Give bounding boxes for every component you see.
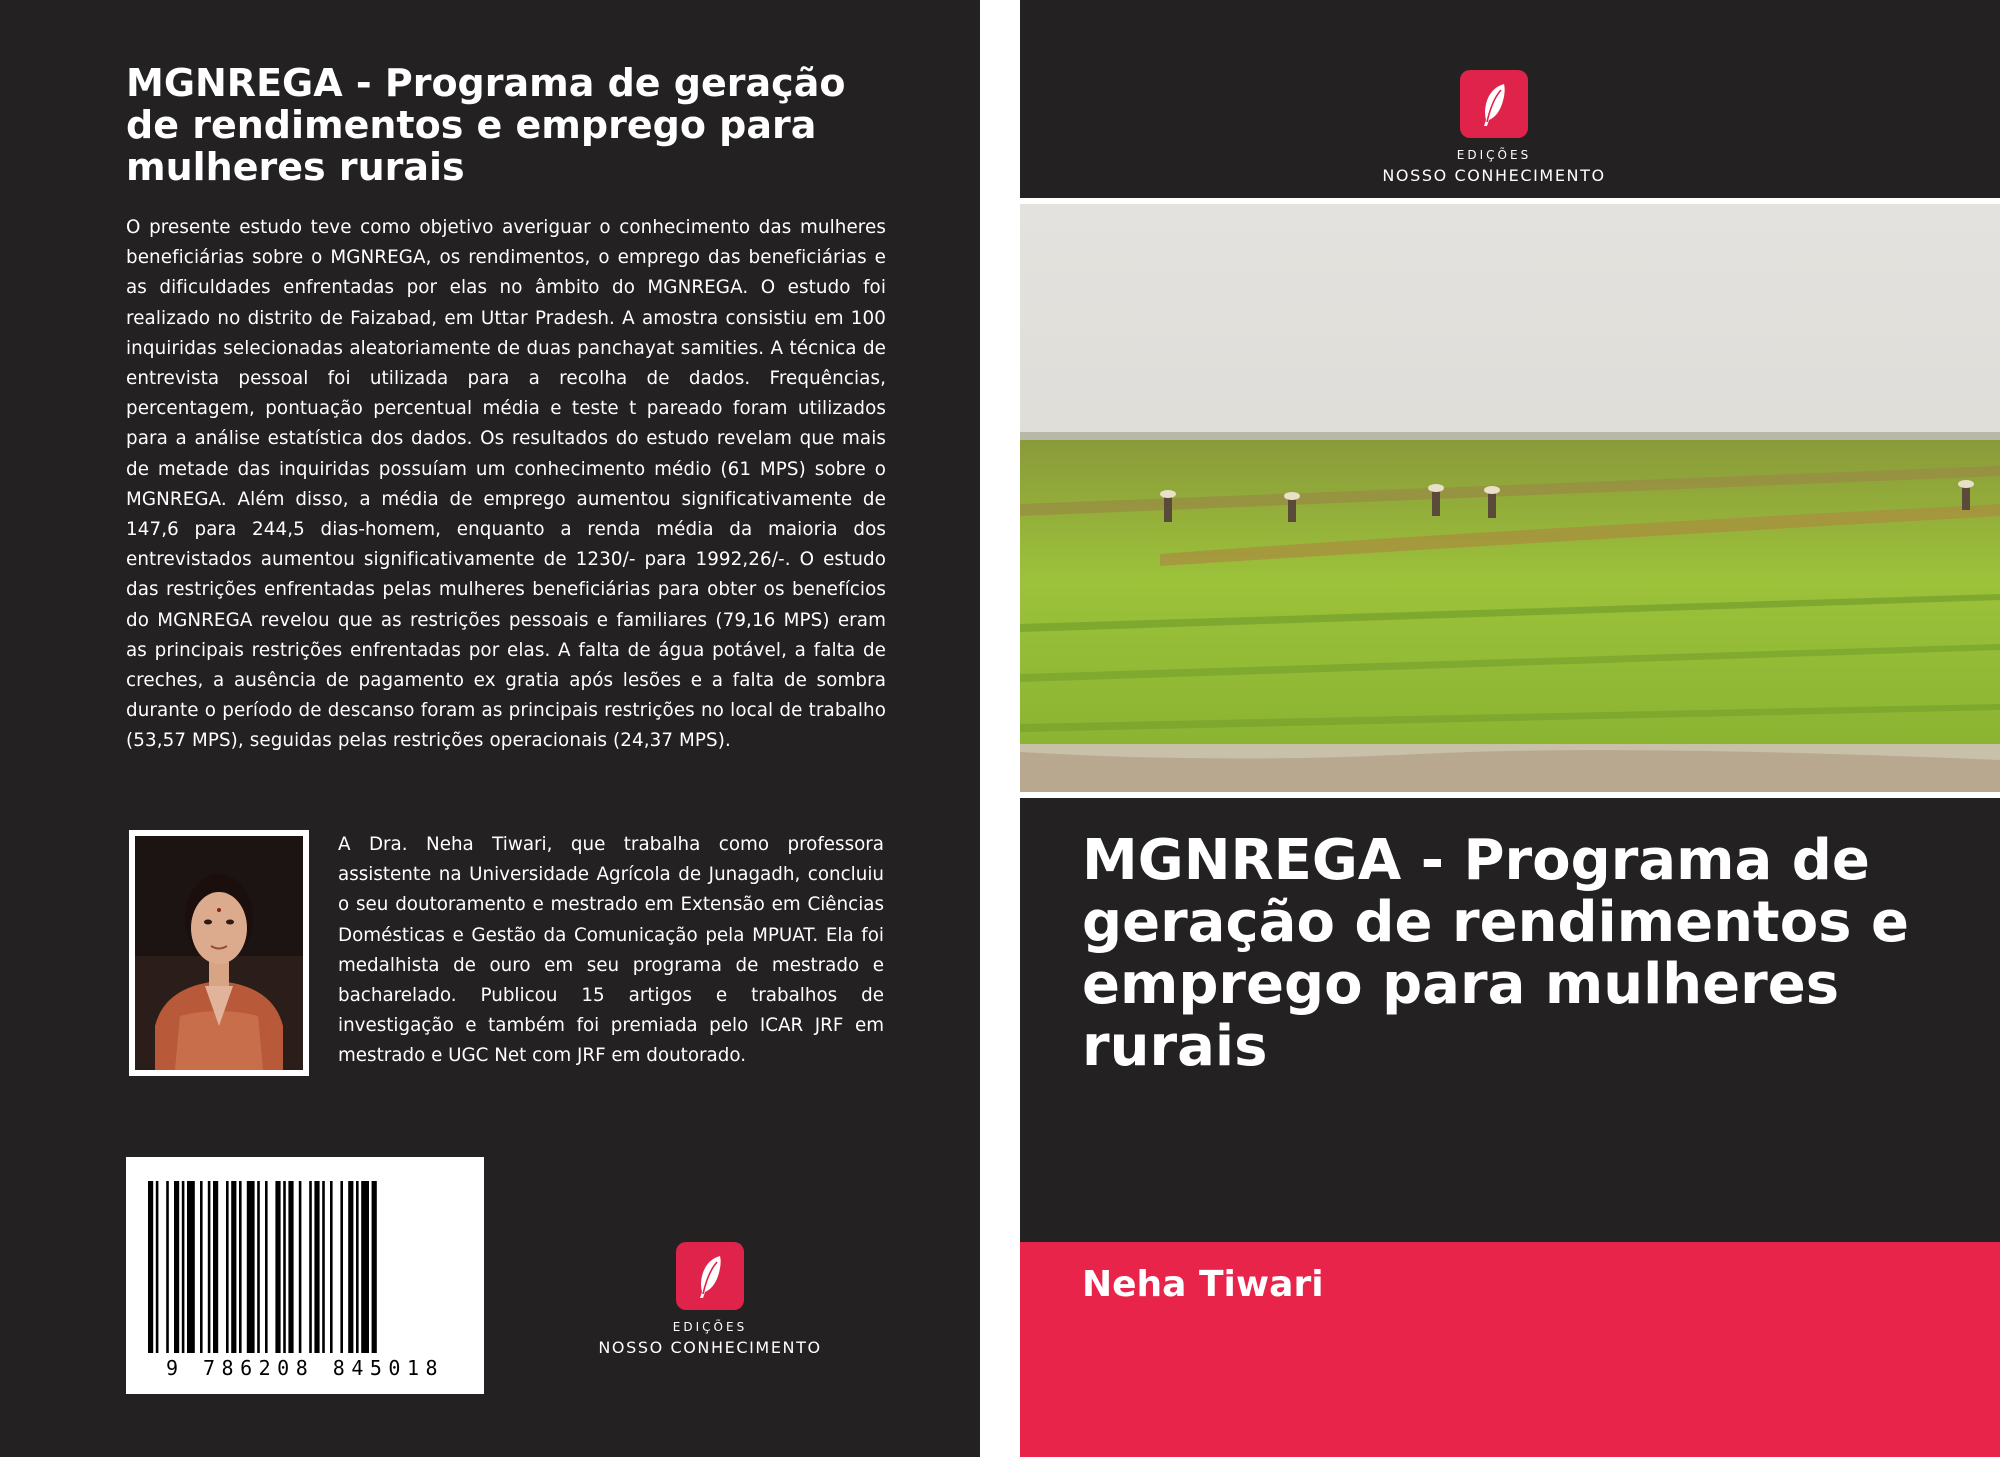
cover-photo-rice-field [1020, 198, 2000, 798]
author-photo [129, 830, 309, 1076]
author-band [1020, 1242, 2000, 1457]
author-bio: A Dra. Neha Tiwari, que trabalha como professora assistente na Universidade Agrícola de Junagadh, concluiu o seu doutoramento e mestrado em Extensão em Ciências Domésticas e Gestão da Comunicação pela MPUAT. Ela foi medalhista de ouro em seu programa de mestrado e bacharelado. Publicou 15 artigos e trabalhos de investigação e também foi premiada pelo ICAR JRF em mestrado e UGC Net com JRF em doutorado. [338, 834, 884, 1067]
rice-field-image [1020, 204, 2000, 792]
front-publisher-logo [1374, 70, 1614, 185]
front-cover-author: Neha Tiwari [1082, 1264, 1324, 1305]
barcode-bars [126, 1157, 484, 1394]
spine [980, 0, 1020, 1457]
isbn-barcode [126, 1157, 484, 1394]
back-publisher-logo [590, 1242, 830, 1357]
isbn-number: 9 786208 845018 [165, 1356, 445, 1380]
author-portrait-image [135, 836, 303, 1070]
publisher-line-2: NOSSO CONHECIMENTO [1382, 166, 1606, 185]
publisher-line-2: NOSSO CONHECIMENTO [598, 1338, 822, 1357]
publisher-line-1: EDIÇÕES [1456, 148, 1532, 162]
back-cover-abstract: O presente estudo teve como objetivo averiguar o conhecimento das mulheres beneficiárias sobre o MGNREGA, os rendimentos, o emprego das beneficiárias e as dificuldades enfrentadas por elas no âmbito do MGNREGA. O estudo foi realizado no distrito de Faizabad, em Uttar Pradesh. A amostra consistiu em 100 inquiridas selecionadas aleatoriamente de duas panchayat samities. A técnica de entrevista pessoal foi utilizada para a recolha de dados. Frequências, percentagem, pontuação percentual média e teste t pareado foram utilizados para a análise estatística dos dados. Os resultados do estudo revelam que mais de metade das inquiridas possuíam um conhecimento médio (61 MPS) sobre o MGNREGA. Além disso, a média de emprego aumentou significativamente de 147,6 para 244,5 dias-homem, enquanto a renda média da maioria dos entrevistados aumentou significativamente de 1230/- para 1992,26/-. O estudo das restrições enfrentadas pelas mulheres beneficiárias para obter os benefícios do MGNREGA revelou que as restrições pessoais e familiares (79,16 MPS) eram as principais restrições enfrentadas por elas. A falta de água potável, a falta de creches, a ausência de pagamento ex gratia após lesões e a falta de sombra durante o período de descanso foram as principais restrições no local de trabalho (53,57 MPS), seguidas pelas restrições operacionais (24,37 MPS). [126, 217, 886, 752]
publisher-line-1: EDIÇÕES [672, 1320, 748, 1334]
quill-feather-icon [676, 1242, 744, 1310]
quill-feather-icon [1460, 70, 1528, 138]
back-cover-title: MGNREGA - Programa de geração de rendimentos e emprego para mulheres rurais [126, 61, 846, 189]
front-cover-title: MGNREGA - Programa de geração de rendimentos e emprego para mulheres rurais [1082, 828, 1909, 1079]
